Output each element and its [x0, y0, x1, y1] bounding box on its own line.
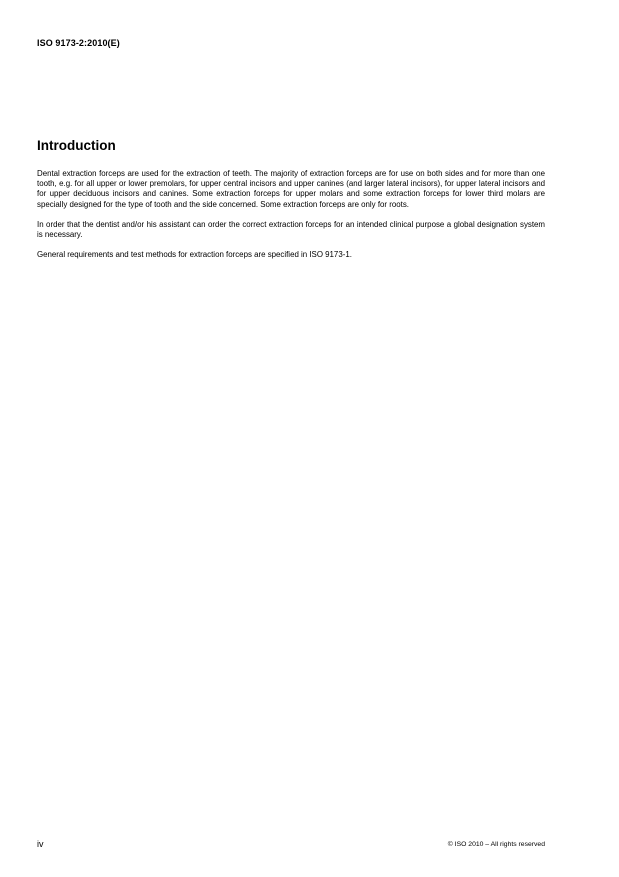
paragraph-2: In order that the dentist and/or his assistant can order the correct extraction forceps for an intended clinical purpose a global designation system is necessary. [37, 219, 545, 240]
document-id: ISO 9173-2:2010(E) [37, 38, 120, 48]
page-number: iv [37, 839, 44, 849]
paragraph-1: Dental extraction forceps are used for the extraction of teeth. The majority of extraction forceps are for use on both sides and for more than one tooth, e.g. for all upper or lower premolars, for upper central incisors and upper canines (and larger lateral incisors), for upper lateral incisors and for upper deciduous incisors and canines. Some extraction forceps for upper molars and some extraction forceps for lower third molars are specially designed for the type of tooth and the side concerned. Some extraction forceps are only for roots. [37, 169, 545, 209]
body-text [37, 169, 545, 270]
paragraph-3: General requirements and test methods for extraction forceps are specified in ISO 9173-1. [37, 250, 352, 260]
copyright-notice: © ISO 2010 – All rights reserved [447, 841, 545, 848]
section-title: Introduction [37, 138, 116, 153]
